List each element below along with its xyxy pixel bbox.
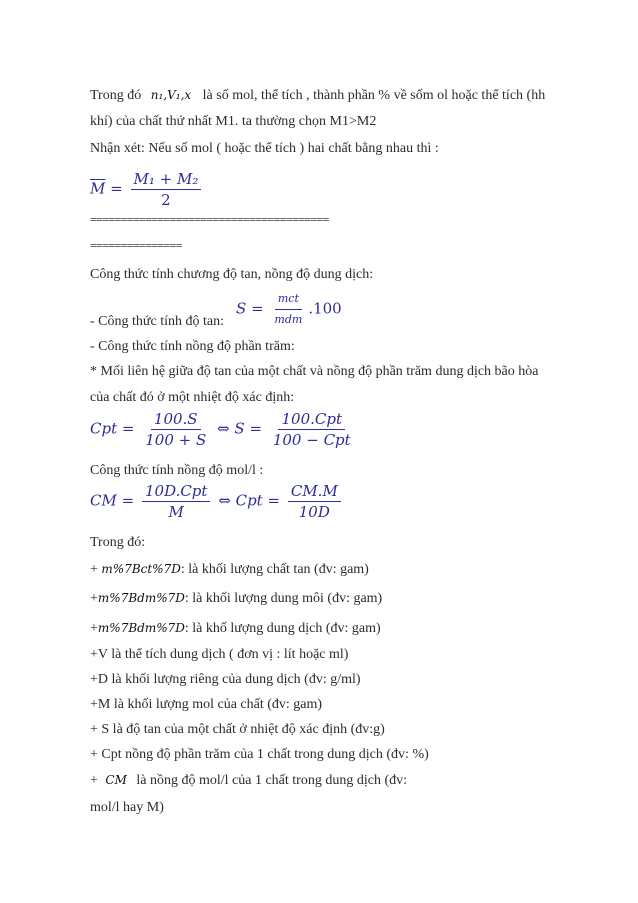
bullet-plus: + (90, 591, 98, 606)
fraction (131, 170, 202, 209)
definition-line: mol/l hay M) (90, 800, 164, 815)
numerator: 10D.Cpt (142, 482, 210, 502)
bullet-plus: + (90, 562, 98, 577)
denominator: 100 + S (145, 431, 207, 449)
inline-variables: n₁,V₁,x (150, 88, 192, 102)
formula-average-molar-mass (90, 170, 204, 209)
formula-solubility (236, 290, 342, 329)
relation-line-2: của chất đó ở một nhiệt độ xác định: (90, 390, 295, 405)
equals-sign: = (251, 299, 264, 318)
numerator: M₁ + M₂ (131, 170, 202, 190)
definition-line (90, 771, 407, 790)
relation-line-1: * Mối liên hệ giữa độ tan của một chất và nồng độ phần trăm dung dịch bão hòa (90, 364, 539, 379)
definition-line: +M là khối lượng mol của chất (đv: gam) (90, 697, 323, 712)
bullet-plus: + (90, 773, 98, 788)
text-span: Trong đó (90, 88, 142, 103)
definition-line (90, 619, 381, 638)
separator-line-1: ======================================= (90, 213, 329, 226)
definition-line: + S là độ tan của một chất ở nhiệt độ xác định (đv:g) (90, 722, 385, 737)
fraction (288, 482, 341, 521)
formula-lhs: Cpt (90, 419, 118, 438)
where-label: Trong đó: (90, 535, 146, 550)
definition-line: +D là khối lượng riêng của dung dịch (đv: g/ml) (90, 672, 361, 687)
definition-line (90, 560, 369, 579)
bullet-plus: + (90, 621, 98, 636)
fraction (270, 410, 354, 449)
inline-symbol: m%7Bct%7D (101, 562, 181, 576)
denominator: mdm (274, 313, 303, 326)
paragraph-line-1 (90, 86, 545, 105)
formula-lhs: CM (90, 491, 117, 510)
denominator: 100 − Cpt (272, 431, 351, 449)
formula-relation (90, 410, 357, 449)
inline-symbol: m%7Bdm%7D (97, 621, 185, 635)
paragraph-line-2: khí) của chất thứ nhất M1. ta thường chọn M1>M2 (90, 114, 377, 129)
definition-line (90, 589, 382, 608)
definition-text: là nồng độ mol/l của 1 chất trong dung dịch (đv: (136, 773, 407, 788)
formula-rhs-lhs: Cpt (235, 491, 263, 510)
inline-symbol: CM (105, 773, 127, 787)
inline-symbol: m%7Bdm%7D (97, 591, 185, 605)
solubility-label: - Công thức tính độ tan: (90, 314, 224, 329)
definition-text: : là khố lượng dung dịch (đv: gam) (184, 621, 381, 636)
denominator: M (168, 503, 184, 521)
definition-text: : là khối lượng chất tan (đv: gam) (180, 562, 369, 577)
denominator: 10D (298, 503, 330, 521)
formula-rhs-lhs: S (234, 419, 245, 438)
definition-text: : là khối lượng dung môi (đv: gam) (184, 591, 383, 606)
percent-label: - Công thức tính nồng độ phần trăm: (90, 339, 295, 354)
fraction (142, 482, 210, 521)
text-span: là số mol, thể tích , thành phần % về sốm ol hoặc thể tích (hh (202, 88, 546, 103)
remark-line: Nhận xét: Nếu số mol ( hoặc thể tích ) hai chất bằng nhau thì : (90, 141, 439, 156)
iff-symbol: ⇔ (217, 419, 230, 438)
molar-label: Công thức tính nồng độ mol/l : (90, 463, 264, 478)
numerator: 100.Cpt (278, 410, 345, 430)
equals-sign: = (267, 491, 281, 510)
formula-molar-concentration (90, 482, 344, 521)
equals-sign: = (121, 491, 135, 510)
formula-lhs: $\overline{M}$ (90, 179, 106, 198)
equals-sign: = (249, 419, 263, 438)
definition-line: + Cpt nồng độ phần trăm của 1 chất trong dung dịch (đv: %) (90, 747, 429, 762)
formula-tail: .100 (308, 299, 342, 318)
equals-sign: = (110, 179, 123, 198)
fraction (271, 290, 305, 329)
equals-sign: = (121, 419, 135, 438)
section-title: Công thức tính chương độ tan, nồng độ dung dịch: (90, 267, 374, 282)
definition-line: +V là thể tích dung dịch ( đơn vị : lít hoặc ml) (90, 647, 349, 662)
numerator: CM.M (288, 482, 341, 502)
separator-line-2: =============== (90, 239, 182, 252)
numerator: 100.S (151, 410, 201, 430)
fraction (142, 410, 209, 449)
formula-lhs: S (236, 299, 247, 318)
iff-symbol: ⇔ (218, 491, 231, 510)
denominator: 2 (161, 191, 171, 209)
numerator: mct (275, 290, 302, 310)
